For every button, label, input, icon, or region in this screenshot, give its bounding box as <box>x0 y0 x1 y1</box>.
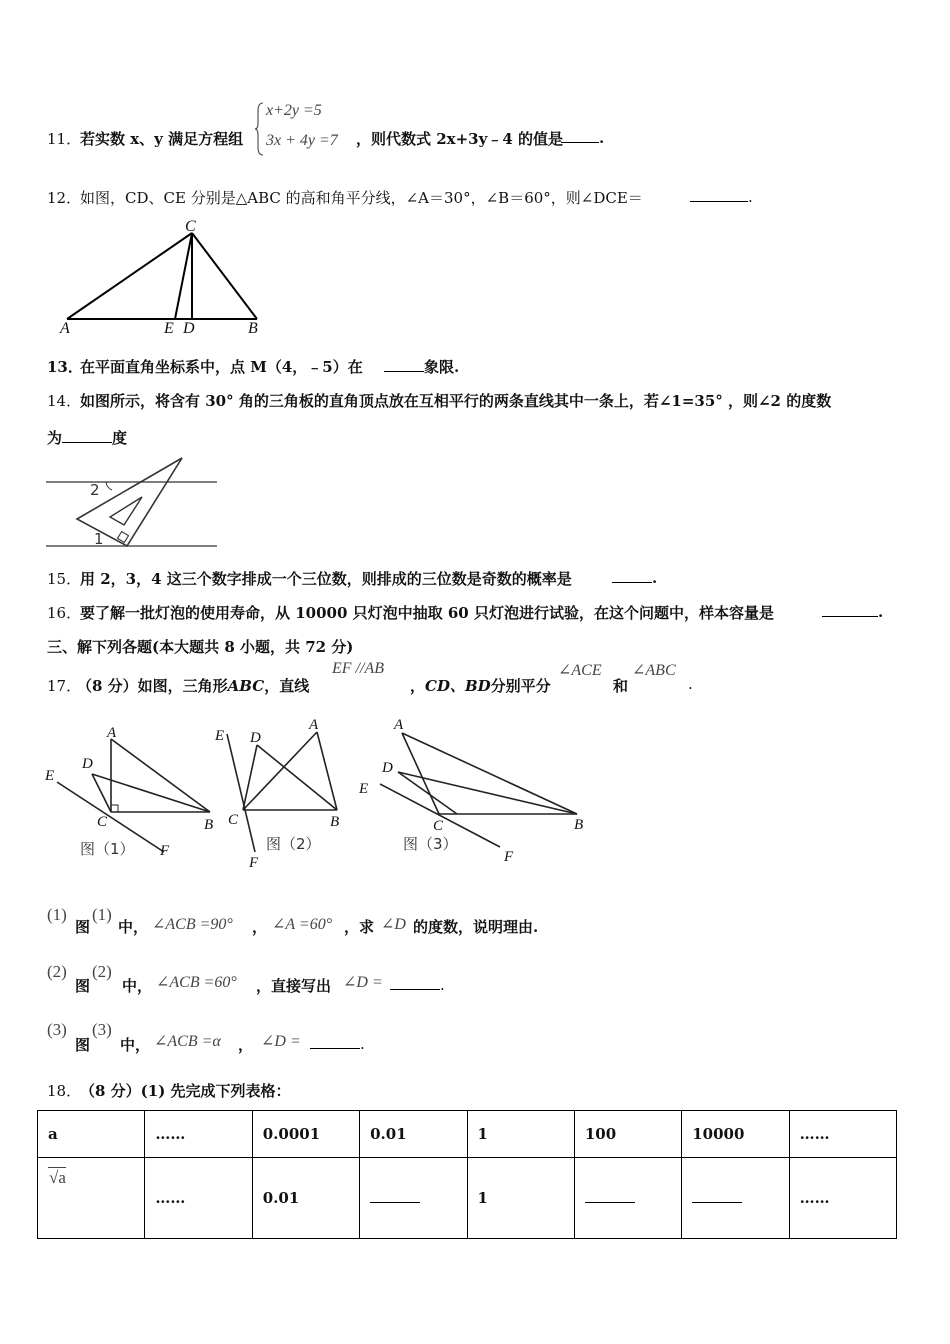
q17-triangle-name: ABC <box>227 677 265 695</box>
fig3-caption: 图（3） <box>403 835 458 853</box>
section-3-title: 三、解下列各题(本大题共 8 小题，共 72 分) <box>47 638 354 656</box>
table-row <box>38 1111 897 1158</box>
table-cell-sqrt-header <box>38 1158 145 1239</box>
q11-equation-1: x+2y =5 <box>266 102 322 119</box>
q17-sub3-sep: ， <box>238 1036 254 1054</box>
q16-text: 要了解一批灯泡的使用寿命，从 10000 只灯泡中抽取 60 只灯泡进行试验，在这个问题中，样本容量是 <box>80 604 774 622</box>
q17-sub1-end: 的度数，说明理由. <box>413 918 539 936</box>
fig2-line-dc <box>243 745 257 810</box>
q14-set-square-inner <box>110 497 142 525</box>
q17-sub1-fig-number: (1) <box>92 905 112 924</box>
table-row <box>38 1158 897 1239</box>
q18-table <box>37 1110 897 1239</box>
fig3-label-a: A <box>394 717 404 733</box>
table-cell: …… <box>789 1111 896 1158</box>
q17-sub2-answer-blank[interactable] <box>390 975 440 990</box>
q17-score: （8 分）如图，三角形 <box>77 677 228 695</box>
fig2-label-d: D <box>250 730 261 746</box>
fig2-label-c: C <box>228 812 239 828</box>
q16-period: . <box>878 603 884 621</box>
table-cell-blank[interactable] <box>574 1158 681 1239</box>
q12-label-a: A <box>60 320 70 337</box>
q17-sub2-fig-word: 图 <box>75 977 91 995</box>
fig2-line-ef <box>227 734 255 852</box>
q17-and: 和 <box>613 677 629 695</box>
fig2-side-ab <box>317 732 337 810</box>
q11-number: 11． <box>47 130 82 148</box>
q17-sub3-fig-word: 图 <box>75 1036 91 1054</box>
q18-blank-sqrt-0-01[interactable] <box>370 1190 420 1203</box>
q16-number: 16． <box>47 604 82 622</box>
q13-answer-blank[interactable] <box>384 357 424 372</box>
q17-sub1-sep: ， <box>252 918 268 936</box>
q17-sub2-angle-d: ∠D = <box>343 974 383 991</box>
table-cell: 100 <box>574 1111 681 1158</box>
q12-label-b: B <box>248 320 258 337</box>
q14-number: 14． <box>47 392 82 410</box>
q14-answer-blank[interactable] <box>62 428 112 443</box>
fig1-line-db <box>92 774 210 812</box>
table-cell: …… <box>789 1158 896 1239</box>
q12-label-e: E <box>164 320 174 337</box>
q17-sub1-angle-a: ∠A =60° <box>272 916 333 933</box>
q12-label-d: D <box>183 320 195 337</box>
q12-number: 12． <box>47 189 82 207</box>
fig1-label-a: A <box>107 725 117 741</box>
table-cell: 1 <box>467 1111 574 1158</box>
q17-sub3-fig-number: (3) <box>92 1020 112 1039</box>
q12-triangle-figure <box>55 218 275 338</box>
q17-figures <box>40 712 600 872</box>
fig1-label-b: B <box>204 817 214 833</box>
fig3-label-f: F <box>504 849 514 865</box>
q11-brace <box>255 101 265 157</box>
q17-comma: ， <box>410 677 426 695</box>
q17-sub2-period: . <box>440 976 445 994</box>
fig1-label-c: C <box>97 814 108 830</box>
q17-angle-ace: ∠ACE <box>558 662 602 679</box>
q17-number: 17． <box>47 677 82 695</box>
q17-figure-2 <box>214 717 339 871</box>
q14-line1: 如图所示，将含有 30° 角的三角板的直角顶点放在互相平行的两条直线其中一条上，若∠1=35° ，则∠2 的度数 <box>80 392 832 410</box>
fig2-label-f: F <box>249 855 259 871</box>
q17-sub3-number: (3) <box>47 1020 67 1039</box>
q17-sub2-direct: ，直接写出 <box>256 977 332 995</box>
q18-blank-sqrt-100[interactable] <box>585 1190 635 1203</box>
q15-answer-blank[interactable] <box>612 568 652 583</box>
table-cell: 0.01 <box>252 1158 359 1239</box>
q17-sub3-angle-acb: ∠ACB =α <box>154 1033 221 1050</box>
q11-prefix: 若实数 x、y 满足方程组 <box>80 130 244 148</box>
q14-set-square-figure <box>44 455 220 551</box>
q17-angle-abc: ∠ABC <box>632 662 676 679</box>
table-cell: 0.0001 <box>252 1111 359 1158</box>
fig1-label-d: D <box>82 756 93 772</box>
sqrt-a-symbol: √a <box>49 1168 66 1187</box>
q17-sub1-fig-word: 图 <box>75 918 91 936</box>
table-cell: …… <box>145 1111 252 1158</box>
q14-set-square-outer <box>77 458 182 546</box>
q11-suffix: ，则代数式 2x+3y﹣4 的值是 <box>356 130 563 148</box>
table-cell-blank[interactable] <box>360 1158 467 1239</box>
q13-prefix: 在平面直角坐标系中，点 M（4，﹣5）在 <box>80 358 363 376</box>
q11-answer-blank[interactable] <box>561 128 599 143</box>
q17-line-word: ，直线 <box>264 677 310 695</box>
q17-sub2-number: (2) <box>47 962 67 981</box>
fig1-label-f: F <box>160 843 170 859</box>
q17-figure-3 <box>358 717 583 865</box>
q12-bisector-ce <box>175 233 192 319</box>
fig1-caption: 图（1） <box>80 840 135 858</box>
fig1-side-ab <box>111 739 210 812</box>
q12-period: . <box>748 188 753 206</box>
q17-sub3-angle-d: ∠D = <box>261 1033 301 1050</box>
q15-number: 15． <box>47 570 82 588</box>
fig3-label-e: E <box>359 781 369 797</box>
q17-figure-1 <box>44 725 213 859</box>
fig2-line-db <box>257 745 337 810</box>
q17-sub1-ask: ，求 <box>344 918 375 936</box>
q14-line2-suffix: 度 <box>112 429 128 447</box>
q17-sub2-fig-number: (2) <box>92 962 112 981</box>
q12-side-ac <box>67 233 192 319</box>
q13-suffix: 象限. <box>424 358 460 376</box>
table-cell: 10000 <box>682 1111 789 1158</box>
q17-sub1-angle-d: ∠D <box>381 916 406 933</box>
fig2-label-b: B <box>330 814 340 830</box>
fig1-label-e: E <box>45 768 55 784</box>
q12-side-bc <box>192 233 257 319</box>
q15-text: 用 2，3，4 这三个数字排成一个三位数，则排成的三位数是奇数的概率是 <box>80 570 572 588</box>
fig2-caption: 图（2） <box>266 835 321 853</box>
fig3-label-b: B <box>574 817 584 833</box>
q17-sub1-mid: 中， <box>118 918 149 936</box>
q17-sub3-answer-blank[interactable] <box>310 1034 360 1049</box>
q18-text: （8 分）(1) 先完成下列表格： <box>80 1082 291 1100</box>
q12-label-c: C <box>185 218 196 235</box>
table-cell: …… <box>145 1158 252 1239</box>
q14-line2-prefix: 为 <box>47 429 63 447</box>
q17-period: . <box>688 675 693 693</box>
table-cell-blank[interactable] <box>682 1158 789 1239</box>
fig3-label-c: C <box>433 818 444 834</box>
q15-period: . <box>652 569 658 587</box>
q17-sub1-number: (1) <box>47 905 67 924</box>
q16-answer-blank[interactable] <box>822 602 878 617</box>
q12-answer-blank[interactable] <box>690 187 748 202</box>
table-cell: 1 <box>467 1158 574 1239</box>
q11-equation-2: 3x + 4y =7 <box>266 132 338 149</box>
q12-text: 如图，CD、CE 分别是△ABC 的高和角平分线，∠A＝30°，∠B＝60°，则∠DCE＝ <box>80 189 643 207</box>
fig2-label-e: E <box>215 728 225 744</box>
q17-cd-bd: CD、BD <box>425 677 491 695</box>
q13-number: 13． <box>47 358 83 376</box>
q14-angle-2-label: 2 <box>90 481 100 499</box>
q11-period: . <box>599 129 605 147</box>
fig2-label-a: A <box>309 717 319 733</box>
q17-sub1-angle-acb: ∠ACB =90° <box>152 916 233 933</box>
table-cell-a-header: a <box>38 1111 145 1158</box>
q18-number: 18． <box>47 1082 82 1100</box>
q17-sub2-angle-acb: ∠ACB =60° <box>156 974 237 991</box>
q17-bisect-word: 分别平分 <box>490 677 551 695</box>
q17-sub3-mid: 中， <box>120 1036 151 1054</box>
q17-ef-parallel-ab: EF //AB <box>332 660 384 677</box>
q18-blank-sqrt-10000[interactable] <box>692 1190 742 1203</box>
q17-sub3-period: . <box>360 1035 365 1053</box>
table-cell: 0.01 <box>360 1111 467 1158</box>
fig3-label-d: D <box>382 760 393 776</box>
q17-sub2-mid: 中， <box>122 977 153 995</box>
fig3-side-ab <box>402 733 577 814</box>
q14-angle-1-label: 1 <box>94 530 104 548</box>
